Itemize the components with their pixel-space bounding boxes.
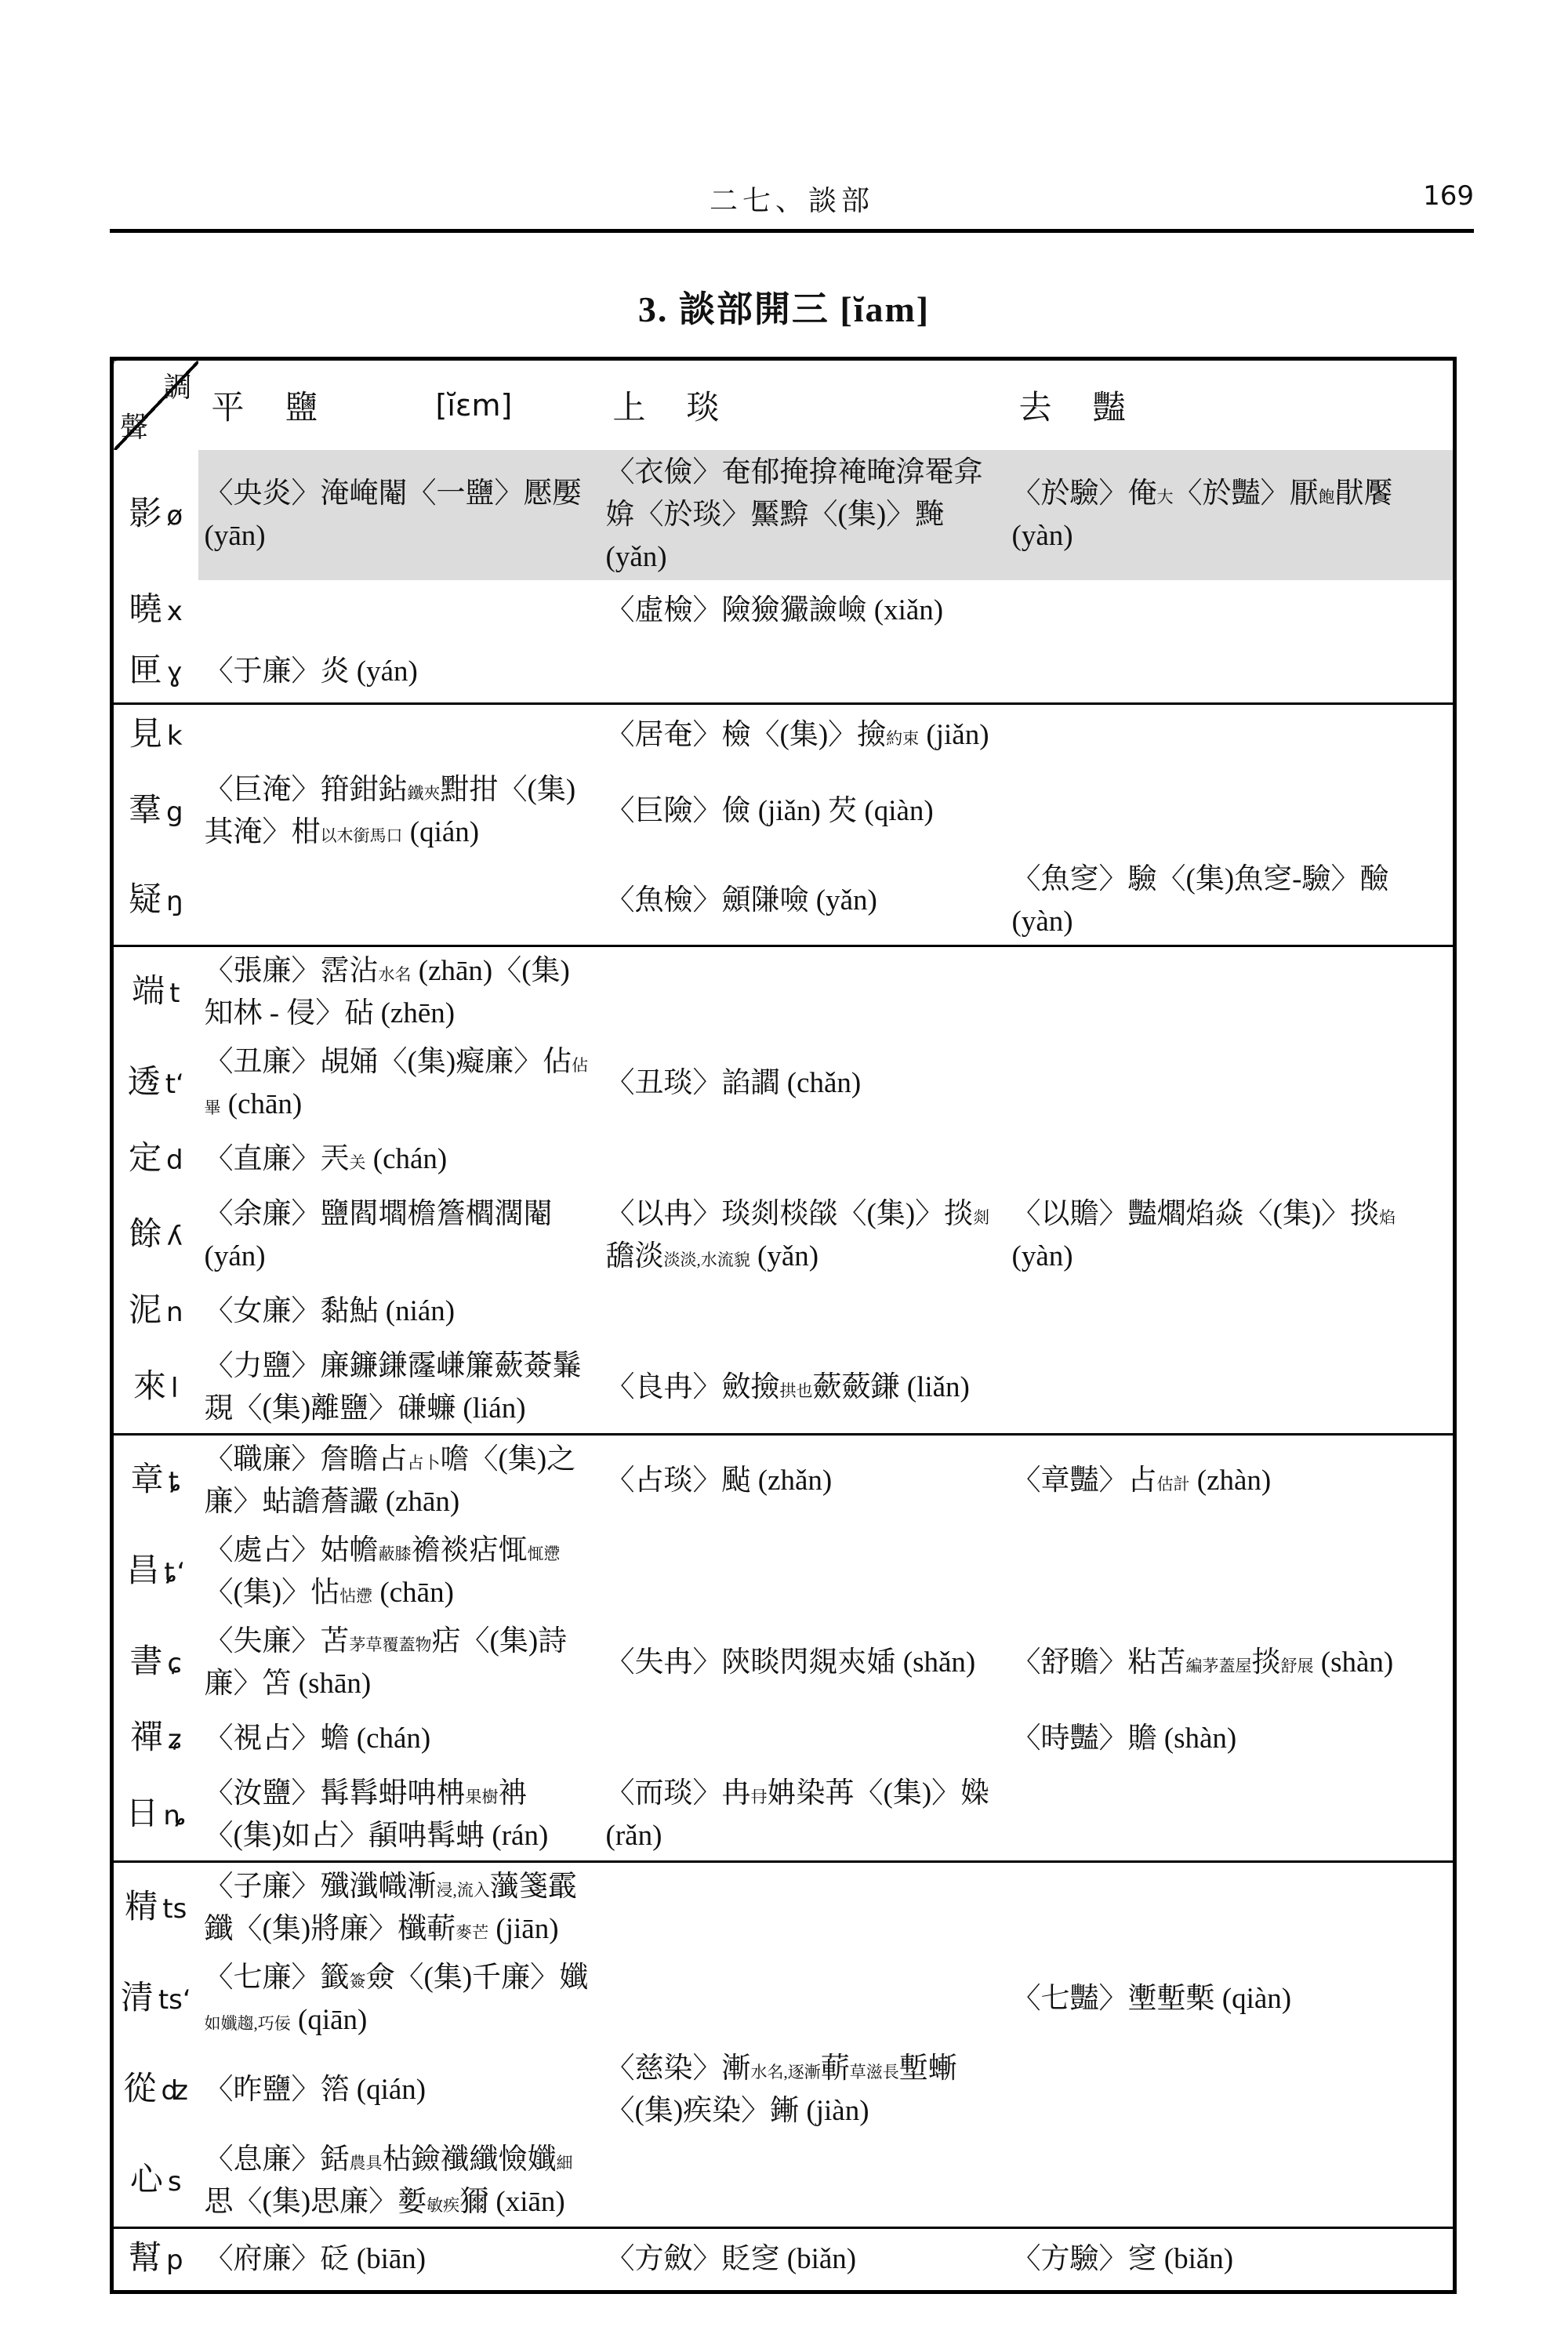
entry-cell-ping [198, 2045, 600, 2136]
initial-ipa: ɣ [166, 657, 183, 688]
entry-text: (jiǎn) [919, 719, 989, 751]
entry-text: 〈以冉〉琰剡棪燄〈(集)〉掞 [605, 1198, 974, 1230]
entry-cell-qu [1006, 1769, 1455, 1862]
table-row [112, 857, 1455, 946]
entry-text: (zhān)〈(集)知林 - 侵〉砧 (zhēn) [204, 955, 570, 1029]
entry-text: 噡〈(集)之廉〉蛅譫薝讝 (zhān) [204, 1443, 576, 1518]
entry-cell-ping [198, 1526, 600, 1617]
gloss-annotation: 淡淡,水流貌 [663, 1250, 750, 1269]
table-row [112, 1954, 1455, 2045]
initial-character: 匣 [129, 653, 162, 689]
initial-character: 日 [125, 1796, 159, 1832]
initial-label [112, 2136, 198, 2228]
entry-cell-qu [1006, 1617, 1455, 1708]
entry-cell-shang [600, 704, 1006, 767]
entry-cell-ping [198, 766, 600, 857]
entry-cell-ping [198, 1708, 600, 1769]
entry-text: 思〈(集)思廉〉㜪 [204, 2186, 427, 2218]
entry-cell-qu [1006, 1038, 1455, 1129]
initial-ipa: ts [162, 1893, 187, 1925]
gloss-annotation: 約束 [886, 729, 920, 748]
gloss-annotation: 舒展 [1280, 1657, 1314, 1675]
table-row [112, 1190, 1455, 1281]
gloss-annotation: 水名 [378, 965, 412, 984]
gloss-annotation: 冄 [750, 1788, 768, 1806]
entry-cell-shang [600, 766, 1006, 857]
entry-cell-ping [198, 1862, 600, 1955]
entry-cell-qu [1006, 1435, 1455, 1527]
entry-text: 〈時豔〉贍 (shàn) [1011, 1722, 1237, 1755]
entry-text: 〈慈染〉漸 [605, 2053, 751, 2085]
table-row [112, 1038, 1455, 1129]
initial-character: 清 [120, 1980, 154, 2016]
entry-cell-shang [600, 946, 1006, 1039]
table-row [112, 641, 1455, 704]
initial-label [112, 1342, 198, 1435]
gloss-annotation: 敏疾 [426, 2196, 460, 2215]
entry-cell-shang [600, 1342, 1006, 1435]
entry-cell-ping [198, 641, 600, 704]
initial-label [112, 2228, 198, 2292]
gloss-annotation: 以木銜馬口 [320, 826, 403, 845]
entry-cell-qu [1006, 1526, 1455, 1617]
entry-text: 〈視占〉蟾 (chán) [204, 1722, 431, 1755]
initial-character: 精 [125, 1889, 158, 1926]
rhyme-label: 琰 [686, 390, 720, 426]
entry-text: 〈於豔〉厭 [1173, 477, 1319, 510]
initial-ipa: g [165, 797, 183, 828]
initial-ipa: ø [166, 500, 183, 532]
entry-text: 猒饜 (yàn) [1011, 477, 1393, 552]
entry-cell-ping [198, 450, 600, 580]
page-number: 169 [1423, 180, 1474, 212]
entry-text: 〈張廉〉霑沾 [204, 955, 379, 987]
column-header-shang [600, 359, 1006, 451]
entry-text: 〈力鹽〉廉鐮鎌霳嵰簾蘝薟鬑覝〈(集)離鹽〉磏蠊 (lián) [204, 1350, 582, 1425]
entry-cell-ping [198, 1129, 600, 1190]
table-row [112, 1862, 1455, 1955]
entry-text: (qián) [402, 816, 480, 848]
gloss-annotation: 大 [1156, 488, 1174, 506]
initial-character: 曉 [129, 592, 162, 628]
entry-cell-ping [198, 704, 600, 767]
rhyme-label: 豔 [1092, 390, 1126, 426]
entry-text: 〈巨險〉儉 (jiǎn) 芡 (qiàn) [605, 795, 934, 827]
initial-ipa: t‘ [165, 1069, 184, 1100]
gloss-annotation: 水名,逐漸 [750, 2063, 821, 2082]
entry-cell-qu [1006, 1342, 1455, 1435]
table-row [112, 450, 1455, 580]
entry-text: 〈而琰〉冉 [605, 1777, 751, 1809]
entry-cell-qu [1006, 641, 1455, 704]
table-row [112, 946, 1455, 1039]
entry-text: 〈魚檢〉顩隒噞 (yǎn) [605, 884, 877, 916]
gloss-annotation: 蔽膝 [378, 1544, 412, 1563]
initial-ipa: ȶ [168, 1466, 181, 1497]
entry-text: 枮鐱襳纖憸孅 [382, 2143, 557, 2176]
entry-text: 〈方斂〉貶窆 (biǎn) [605, 2243, 857, 2275]
corner-label-tone: 調 [163, 372, 192, 403]
gloss-annotation: 拱也 [779, 1381, 813, 1400]
tone-label: 上 [612, 390, 646, 426]
initial-ipa: ts‘ [158, 1984, 191, 2016]
table-header-row [112, 359, 1455, 451]
entry-text: (qiān) [290, 2004, 368, 2036]
initial-character: 定 [128, 1141, 162, 1177]
rime-table [110, 357, 1457, 2294]
table-row [112, 766, 1455, 857]
table-row [112, 1526, 1455, 1617]
table-row [112, 2228, 1455, 2292]
entry-text: (yǎn) [750, 1240, 819, 1272]
table-row [112, 1769, 1455, 1862]
gloss-annotation: 焰 [1379, 1208, 1396, 1227]
entry-text: 〈余廉〉鹽閻壛檐簷櫩濶閹 (yán) [204, 1198, 553, 1272]
entry-text: 〈職廉〉詹瞻占 [204, 1443, 408, 1475]
gloss-annotation: 果樹 [465, 1788, 499, 1806]
entry-cell-ping [198, 580, 600, 641]
initial-ipa: ȶ‘ [164, 1557, 186, 1588]
entry-cell-qu [1006, 946, 1455, 1039]
entry-cell-shang [600, 1954, 1006, 2045]
entry-text: (shàn) [1313, 1646, 1394, 1679]
entry-cell-ping [198, 2136, 600, 2228]
initial-label [112, 1862, 198, 1955]
entry-cell-ping [198, 1769, 600, 1862]
gloss-annotation: 关 [349, 1153, 366, 1172]
initial-ipa: k [166, 720, 183, 752]
gloss-annotation: 農具 [349, 2154, 383, 2172]
entry-cell-ping [198, 1342, 600, 1435]
entry-text: (chān) [220, 1088, 303, 1120]
entry-cell-ping [198, 946, 600, 1039]
initial-character: 從 [123, 2071, 157, 2107]
initial-label [112, 766, 198, 857]
entry-cell-shang [600, 1190, 1006, 1281]
gloss-annotation: 㤴懘 [527, 1544, 561, 1563]
table-row [112, 1708, 1455, 1769]
entry-cell-qu [1006, 1954, 1455, 2045]
corner-label-initial: 聲 [120, 412, 149, 443]
initial-label [112, 946, 198, 1039]
table-row [112, 1281, 1455, 1342]
entry-cell-qu [1006, 2045, 1455, 2136]
entry-cell-qu [1006, 1281, 1455, 1342]
initial-label [112, 2045, 198, 2136]
section-title: 3. 談部開三 [ĭam] [637, 289, 931, 329]
initial-character: 餘 [129, 1217, 162, 1253]
entry-text: 〈子廉〉殲瀸幟漸 [204, 1871, 437, 1903]
initial-ipa: l [171, 1373, 179, 1404]
entry-text: 〈府廉〉砭 (biān) [204, 2243, 426, 2275]
initial-label [112, 704, 198, 767]
gloss-annotation: 飽 [1318, 488, 1335, 506]
gloss-annotation: 麥芒 [456, 1923, 489, 1942]
entry-text: 〈以贍〉豔爓焰焱〈(集)〉掞 [1011, 1198, 1380, 1230]
entry-text: 姌染苒〈(集)〉媣 (rǎn) [605, 1777, 990, 1852]
initial-character: 幫 [128, 2241, 162, 2277]
entry-cell-shang [600, 1281, 1006, 1342]
initial-label [112, 641, 198, 704]
entry-cell-ping [198, 1281, 600, 1342]
entry-text: 〈處占〉姑幨 [204, 1534, 379, 1566]
entry-text: 〈章豔〉占 [1011, 1465, 1157, 1497]
initial-character: 透 [127, 1065, 161, 1101]
entry-cell-qu [1006, 580, 1455, 641]
gloss-annotation: 浸,流入 [436, 1881, 490, 1900]
entry-text: 〈魚窆〉驗〈(集)魚窆-驗〉醶 (yàn) [1011, 863, 1389, 938]
entry-text: 袡〈(集)如占〉䫇呥髯蚺 (rán) [204, 1777, 549, 1852]
initial-ipa: ʎ [166, 1221, 183, 1252]
entry-cell-shang [600, 2136, 1006, 2228]
initial-ipa: ɕ [167, 1648, 183, 1679]
entry-cell-shang [600, 450, 1006, 580]
entry-text: 〈昨鹽〉箈 (qián) [204, 2074, 426, 2106]
entry-cell-shang [600, 1862, 1006, 1955]
entry-text: 〈(集)〉怗 [204, 1577, 340, 1609]
entry-cell-ping [198, 1435, 600, 1527]
initial-character: 書 [129, 1644, 163, 1680]
entry-cell-qu [1006, 450, 1455, 580]
entry-text: 〈失冉〉陝睒閃覢㚒㛼 (shǎn) [605, 1646, 976, 1679]
entry-text: (chán) [365, 1143, 448, 1175]
entry-text: (chān) [372, 1577, 454, 1609]
initial-character: 禪 [129, 1720, 163, 1756]
tone-label: 去 [1018, 390, 1052, 426]
initial-character: 昌 [126, 1553, 160, 1589]
entry-cell-ping [198, 1954, 600, 2045]
initial-label [112, 1617, 198, 1708]
initial-character: 端 [132, 974, 165, 1010]
gloss-annotation: 鐵夾 [407, 784, 441, 803]
entry-cell-qu [1006, 2136, 1455, 2228]
entry-cell-qu [1006, 1862, 1455, 1955]
entry-cell-qu [1006, 1708, 1455, 1769]
entry-text: 襜裧痁㤴 [411, 1534, 528, 1566]
entry-text: 痁〈(集)詩廉〉笘 (shān) [204, 1625, 568, 1700]
entry-text: 〈于廉〉炎 (yán) [204, 655, 418, 688]
entry-text: 〈丑琰〉諂讇 (chǎn) [605, 1067, 862, 1099]
running-head-title: 二七、談部 [709, 185, 874, 216]
initial-ipa: ȵ [163, 1800, 187, 1831]
gloss-annotation: 估計 [1156, 1475, 1190, 1494]
entry-cell-shang [600, 580, 1006, 641]
initial-ipa: x [166, 596, 183, 627]
entry-text: 〈失廉〉苫 [204, 1625, 350, 1657]
entry-text: 〈七豔〉壍塹槧 (qiàn) [1011, 1983, 1292, 2015]
initial-ipa: ʑ [167, 1724, 182, 1755]
entry-text: 塹螹〈(集)疾染〉鏩 (jiàn) [605, 2053, 957, 2127]
initial-character: 疑 [128, 882, 162, 918]
gloss-annotation: 簽 [349, 1972, 366, 1991]
entry-text: 〈汝鹽〉髯髥蚦呥柟 [204, 1777, 466, 1809]
entry-text: (zhàn) [1189, 1465, 1272, 1497]
initial-ipa: ŋ [165, 886, 183, 917]
gloss-annotation: 細 [556, 2154, 573, 2172]
entry-text: 〈方驗〉窆 (biǎn) [1011, 2243, 1234, 2275]
initial-character: 羣 [128, 793, 162, 829]
initial-character: 見 [129, 717, 162, 753]
initial-label [112, 1954, 198, 2045]
entry-cell-qu [1006, 704, 1455, 767]
entry-cell-qu [1006, 766, 1455, 857]
table-row [112, 1617, 1455, 1708]
initial-label [112, 1526, 198, 1617]
table-row [112, 1129, 1455, 1190]
initial-ipa: s [167, 2166, 182, 2198]
initial-label [112, 1190, 198, 1281]
gloss-annotation: 佔畢 [204, 1056, 589, 1117]
entry-cell-shang [600, 1038, 1006, 1129]
table-row [112, 1435, 1455, 1527]
entry-cell-shang [600, 1129, 1006, 1190]
entry-text: 〈直廉〉兲 [204, 1143, 350, 1175]
tone-label: 平 [211, 390, 245, 426]
initial-character: 章 [130, 1462, 164, 1498]
initial-character: 影 [129, 496, 162, 532]
entry-cell-ping [198, 857, 600, 946]
entry-text: 掞 [1251, 1646, 1281, 1679]
entry-text: 蔪 [820, 2053, 850, 2085]
entry-text: 〈女廉〉黏鮎 (nián) [204, 1295, 456, 1327]
initial-label [112, 857, 198, 946]
entry-text: 蘝蘞鎌 (liǎn) [812, 1371, 970, 1403]
entry-text: 〈巨淹〉箝鉗鉆 [204, 774, 408, 806]
initial-label [112, 1435, 198, 1527]
entry-text: (jiān) [488, 1913, 559, 1945]
entry-text: 〈占琰〉颭 (zhǎn) [605, 1465, 833, 1497]
entry-cell-shang [600, 1526, 1006, 1617]
entry-text: 〈央炎〉淹崦閹〈一鹽〉懕嬮 (yān) [204, 477, 582, 552]
column-header-ping [198, 359, 600, 451]
entry-text: 〈舒贍〉粘苫 [1011, 1646, 1186, 1679]
entry-cell-shang [600, 2228, 1006, 2292]
entry-cell-qu [1006, 1190, 1455, 1281]
entry-cell-shang [600, 641, 1006, 704]
table-row [112, 1342, 1455, 1435]
entry-text: 獮 (xiān) [459, 2186, 565, 2218]
entry-text: 虃箋霵鑯〈(集)將廉〉櫼蔪 [204, 1871, 577, 1945]
entry-cell-ping [198, 2228, 600, 2292]
initial-ipa: n [165, 1297, 183, 1328]
entry-text: (yàn) [1011, 1240, 1073, 1272]
entry-cell-qu [1006, 2228, 1455, 2292]
gloss-annotation: 草滋長 [849, 2063, 899, 2082]
initial-label [112, 1129, 198, 1190]
entry-cell-ping [198, 1190, 600, 1281]
column-header-qu [1006, 359, 1455, 451]
table-row [112, 2045, 1455, 2136]
initial-label [112, 1769, 198, 1862]
initial-ipa: d [165, 1145, 183, 1176]
initial-character: 來 [133, 1369, 167, 1405]
table-row [112, 2136, 1455, 2228]
entry-cell-shang [600, 1435, 1006, 1527]
entry-cell-shang [600, 857, 1006, 946]
phonology-table-body [112, 450, 1455, 2292]
entry-cell-shang [600, 1617, 1006, 1708]
entry-text: 〈於驗〉俺 [1011, 477, 1157, 510]
gloss-annotation: 如孅趨,巧佞 [204, 2014, 291, 2033]
entry-cell-shang [600, 2045, 1006, 2136]
entry-cell-qu [1006, 857, 1455, 946]
initial-label [112, 580, 198, 641]
gloss-annotation: 怗懘 [339, 1587, 373, 1606]
entry-text: 舚淡 [605, 1240, 664, 1272]
initial-label [112, 1281, 198, 1342]
entry-text: 〈衣儉〉奄郁掩揜裺晻渰罨弇媕〈於琰〉黶黭〈(集)〉黤 (yǎn) [605, 456, 983, 573]
rhyme-label: 鹽 [285, 390, 318, 426]
entry-cell-ping [198, 1617, 600, 1708]
initial-label [112, 450, 198, 580]
diagonal-corner-cell [112, 359, 198, 451]
header-rule [110, 229, 1474, 233]
initial-ipa: p [165, 2245, 183, 2276]
entry-text: 僉〈(集)千廉〉孅 [365, 1962, 589, 1994]
table-row [112, 704, 1455, 767]
initial-ipa: t [169, 978, 180, 1009]
initial-character: 心 [129, 2162, 163, 2198]
gloss-annotation: 占卜 [407, 1454, 441, 1472]
entry-text: 〈居奄〉檢〈(集)〉撿 [605, 719, 887, 751]
entry-text: 〈良冉〉斂撿 [605, 1371, 780, 1403]
entry-text: 〈丑廉〉覘㛚〈(集)癡廉〉佔 [204, 1046, 572, 1078]
entry-text: 黚拑〈(集)其淹〉柑 [204, 774, 576, 848]
entry-text: 〈七廉〉籤 [204, 1962, 350, 1994]
rhyme-ipa: [ĭɛm] [435, 388, 513, 423]
table-row [112, 580, 1455, 641]
initial-ipa: ʣ [161, 2075, 188, 2107]
entry-cell-ping [198, 1038, 600, 1129]
entry-text: 〈息廉〉銛 [204, 2143, 350, 2176]
entry-text: 〈虛檢〉險獫玁譣嶮 (xiǎn) [605, 594, 944, 626]
entry-cell-shang [600, 1708, 1006, 1769]
initial-label [112, 1708, 198, 1769]
entry-cell-shang [600, 1769, 1006, 1862]
gloss-annotation: 剡 [973, 1208, 990, 1227]
initial-label [112, 1038, 198, 1129]
gloss-annotation: 編茅蓋屋 [1185, 1657, 1252, 1675]
gloss-annotation: 茅草覆蓋物 [349, 1635, 432, 1654]
entry-cell-qu [1006, 1129, 1455, 1190]
running-head [110, 179, 1474, 215]
initial-character: 泥 [128, 1293, 162, 1329]
